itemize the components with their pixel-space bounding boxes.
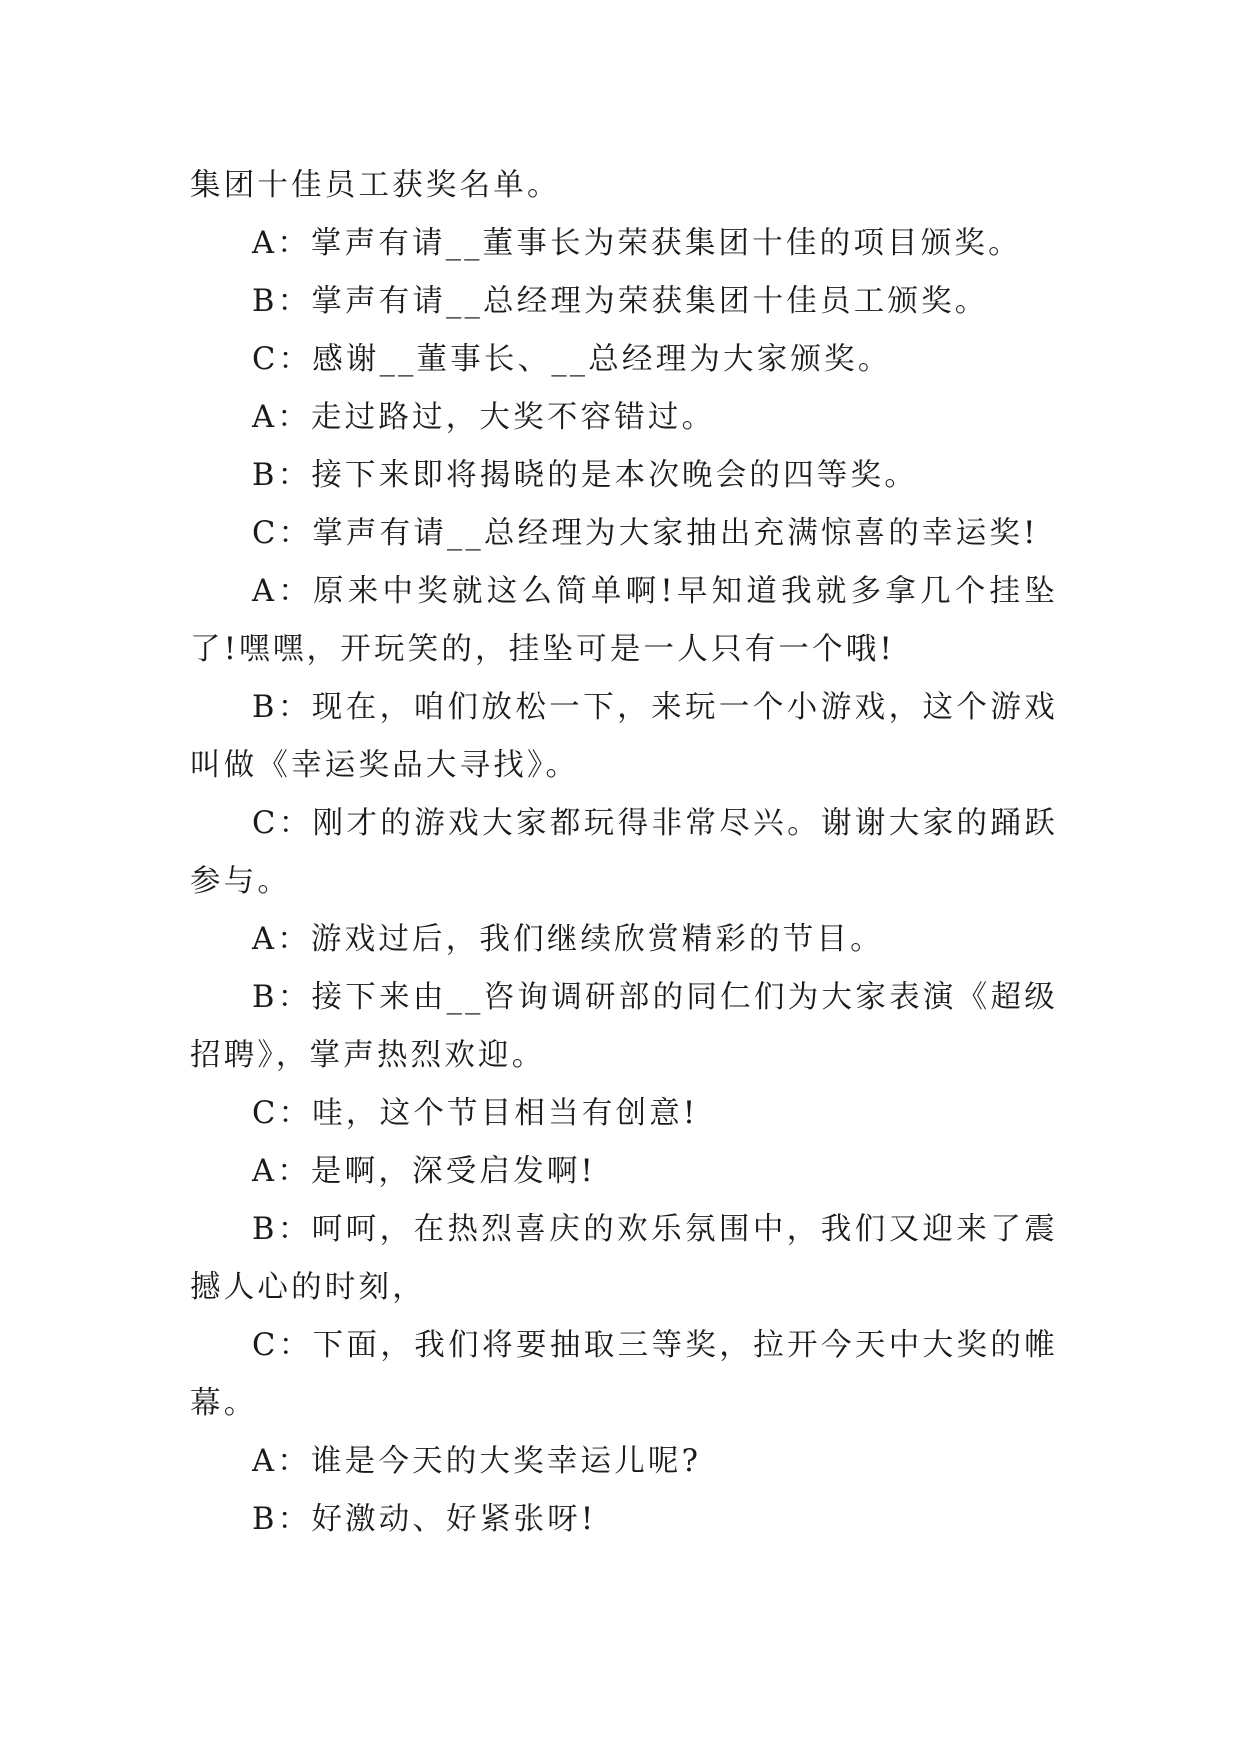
- dialogue-line: B：掌声有请__总经理为荣获集团十佳员工颁奖。: [252, 284, 989, 319]
- dialogue-line: A：走过路过，大奖不容错过。: [252, 400, 716, 435]
- dialogue-line: A：原来中奖就这么简单啊!早知道我就多拿几个挂坠了!嘿嘿，开玩笑的，挂坠可是一人只有一个哦!: [190, 574, 1058, 667]
- dialogue-line: A：是啊，深受启发啊!: [252, 1154, 596, 1189]
- dialogue-line: C：哇，这个节目相当有创意!: [252, 1096, 699, 1131]
- dialogue-line: C：感谢__董事长、__总经理为大家颁奖。: [252, 342, 892, 377]
- paragraph-continuation: 集团十佳员工获奖名单。: [190, 168, 561, 203]
- dialogue-line: C：下面，我们将要抽取三等奖，拉开今天中大奖的帷幕。: [190, 1328, 1058, 1421]
- dialogue-line: B：呵呵，在热烈喜庆的欢乐氛围中，我们又迎来了震撼人心的时刻，: [190, 1212, 1058, 1305]
- dialogue-line: B：现在，咱们放松一下，来玩一个小游戏，这个游戏叫做《幸运奖品大寻找》。: [190, 690, 1058, 783]
- dialogue-line: A：谁是今天的大奖幸运儿呢?: [252, 1444, 702, 1479]
- dialogue-line: B：接下来即将揭晓的是本次晚会的四等奖。: [252, 458, 918, 493]
- dialogue-line: A：掌声有请__董事长为荣获集团十佳的项目颁奖。: [252, 226, 1022, 261]
- dialogue-line: A：游戏过后，我们继续欣赏精彩的节目。: [252, 922, 884, 957]
- dialogue-line: B：好激动、好紧张呀!: [252, 1502, 597, 1537]
- dialogue-line: C：掌声有请__总经理为大家抽出充满惊喜的幸运奖!: [252, 516, 1039, 551]
- dialogue-line: C：刚才的游戏大家都玩得非常尽兴。谢谢大家的踊跃参与。: [190, 806, 1058, 899]
- document-page: [190, 157, 1058, 1549]
- dialogue-line: B：接下来由__咨询调研部的同仁们为大家表演《超级招聘》，掌声热烈欢迎。: [190, 980, 1058, 1073]
